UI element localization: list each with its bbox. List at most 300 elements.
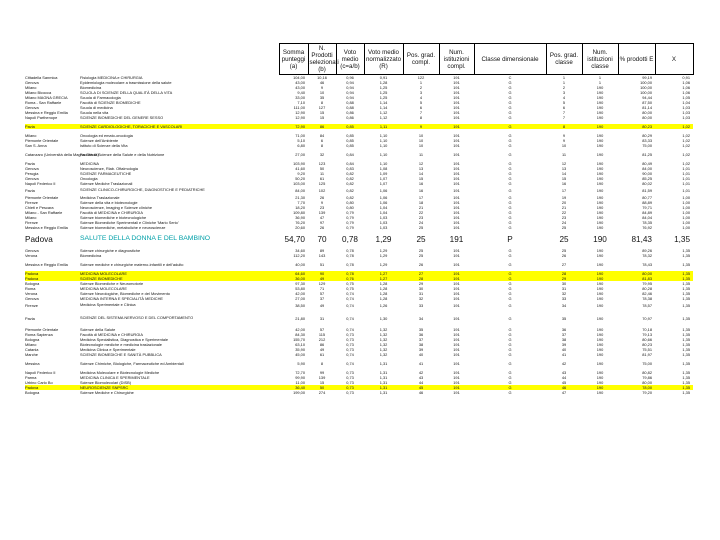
voto-medio-cell: 0,73 — [346, 332, 354, 337]
pos-compl-cell: 24 — [418, 220, 424, 225]
voto-norm-cell: 1,04 — [379, 205, 388, 210]
university-cell: Bologna — [25, 281, 40, 286]
num-compl-cell: 191 — [453, 332, 460, 337]
department-cell: Scienze della Salute — [80, 327, 116, 332]
perc-e-cell: 80,82 — [642, 370, 652, 375]
voto-medio-cell: 0,84 — [346, 152, 354, 157]
pos-classe-cell: 42 — [561, 361, 567, 366]
pos-classe-cell: 19 — [561, 195, 567, 200]
classe-cell: G — [508, 303, 512, 308]
num-classe-cell: 190 — [596, 248, 604, 253]
classe-cell: G — [508, 90, 512, 95]
somma-cell: 42,00 — [295, 327, 305, 332]
perc-e-cell: 89,26 — [642, 248, 652, 253]
pos-compl-cell: 27 — [403, 271, 439, 276]
voto-medio-cell: 0,79 — [346, 220, 354, 225]
header-row — [25, 44, 693, 75]
pos-classe-cell: 41 — [561, 352, 567, 357]
pos-compl-cell: 43 — [418, 375, 424, 380]
pos-classe-cell: 7 — [562, 110, 566, 115]
header-voto-normalizzato: Voto medio normalizzato (R) — [364, 44, 403, 75]
voto-medio-cell: 0,73 — [346, 347, 354, 352]
num-compl-cell: 191 — [453, 171, 460, 176]
classe-cell: G — [508, 115, 512, 120]
university-cell: Messina — [25, 361, 40, 366]
department-cell: Neuroscienze, Riab. Oftalmologia — [80, 166, 138, 171]
num-classe-cell: 190 — [596, 316, 604, 321]
pos-classe-cell: 1 — [562, 75, 566, 80]
somma-cell: 7,70 — [297, 200, 305, 205]
table-row — [25, 186, 693, 195]
perc-e-cell: 75,00 — [642, 361, 652, 366]
num-compl-cell: 191 — [453, 361, 460, 366]
voto-norm-cell: 1,07 — [379, 181, 388, 186]
somma-cell: 11,00 — [295, 380, 305, 385]
classe-cell: G — [508, 332, 512, 337]
voto-norm-cell: 1,28 — [379, 281, 388, 286]
prodotti-cell: 102 — [318, 188, 326, 193]
somma-cell: 18,20 — [295, 205, 305, 210]
university-cell: Urbino Carlo Bo — [25, 380, 53, 385]
department-cell: Scienze mediche e chirurgiche materno-infantili e dell'adulto — [80, 262, 184, 267]
voto-medio-cell: 0,73 — [346, 342, 354, 347]
pos-compl-cell: 41 — [418, 361, 424, 366]
num-classe-cell: 190 — [596, 291, 604, 296]
x-cell: 1,06 — [682, 85, 690, 90]
university-cell: Messina e Reggio Emilia — [25, 110, 68, 115]
x-cell: 0,91 — [682, 75, 690, 80]
table-body — [25, 75, 693, 396]
classe-cell: G — [474, 385, 546, 390]
voto-medio-cell: 0,73 — [346, 370, 354, 375]
pos-classe-cell: 15 — [561, 176, 567, 181]
voto-medio-cell: 0,79 — [346, 215, 354, 220]
voto-medio-cell: 0,96 — [346, 75, 354, 80]
num-compl-cell: 191 — [453, 291, 460, 296]
num-compl-cell: 191 — [453, 342, 460, 347]
department-cell: Medicina Sperimentale e Clinica — [80, 302, 136, 308]
num-classe-cell: 190 — [596, 390, 604, 395]
num-compl-cell: 191 — [453, 248, 460, 253]
x-cell: 1,35 — [682, 370, 690, 375]
voto-medio-cell: 0,86 — [346, 110, 354, 115]
perc-e-cell: 84,04 — [642, 215, 652, 220]
x-cell: 1,35 — [655, 276, 693, 281]
classe-cell: G — [508, 337, 512, 342]
classe-cell: G — [474, 276, 546, 281]
voto-medio-cell: 0,74 — [346, 361, 354, 366]
voto-medio-cell: 0,85 — [346, 143, 354, 148]
num-compl-cell: 191 — [439, 276, 474, 281]
prodotti-cell: 26 — [319, 195, 325, 200]
voto-norm-cell: 1,31 — [379, 370, 388, 375]
somma-cell: 53,80 — [295, 286, 305, 291]
pos-classe-cell: 27 — [561, 262, 567, 267]
university-cell: Genova — [25, 105, 39, 110]
classe-cell: G — [508, 85, 512, 90]
voto-norm-cell: 1,25 — [379, 95, 388, 100]
somma-cell: 99,90 — [295, 375, 305, 380]
classe-cell: G — [508, 105, 512, 110]
perc-e-cell: 82,46 — [642, 291, 652, 296]
department-cell: Scienze Mediche e Chirurgiche — [80, 390, 134, 395]
voto-norm-cell: 1,14 — [379, 105, 388, 110]
perc-e-cell: 79,71 — [642, 205, 652, 210]
num-compl-cell: 191 — [453, 253, 460, 258]
department-cell: Facoltà di Scienze della Salute e della Nutrizione — [80, 152, 165, 157]
voto-medio-cell: 0,94 — [346, 80, 354, 85]
classe-cell: G — [508, 181, 512, 186]
university-cell: Piemonte Orientale — [25, 195, 59, 200]
prodotti-cell: 57 — [319, 291, 325, 296]
classe-cell: G — [508, 215, 512, 220]
classe-cell: G — [508, 200, 512, 205]
voto-medio-cell: 0,94 — [346, 85, 354, 90]
voto-norm-cell: 1,12 — [379, 115, 388, 120]
perc-e-cell: 87,50 — [642, 100, 652, 105]
department-cell: Neuroscienze, Imaging e Scienze cliniche — [80, 205, 153, 210]
somma-cell: 36,90 — [295, 215, 305, 220]
perc-e-cell: 70,97 — [642, 316, 652, 321]
num-compl-cell: 191 — [453, 296, 460, 301]
department-cell: Scuola nella vita — [80, 110, 109, 115]
x-cell: 1,00 — [682, 215, 690, 220]
classe-cell: G — [508, 95, 512, 100]
voto-norm-cell: 1,27 — [364, 271, 403, 276]
x-cell: 1,35 — [655, 385, 693, 390]
voto-norm-cell: 1,31 — [364, 385, 403, 390]
somma-cell: 199,00 — [293, 390, 305, 395]
classe-cell: G — [508, 361, 512, 366]
x-cell: 1,02 — [682, 152, 690, 157]
somma-cell: 64,60 — [279, 271, 308, 276]
pos-classe-cell: 25 — [559, 234, 569, 244]
pos-classe-cell: 20 — [561, 200, 567, 205]
voto-medio-cell: 0,94 — [346, 95, 354, 100]
num-compl-cell: 191 — [453, 370, 460, 375]
perc-e-cell: 80,23 — [618, 124, 655, 129]
voto-norm-cell: 1,10 — [379, 152, 388, 157]
voto-norm-cell: 1,32 — [379, 327, 388, 332]
voto-norm-cell: 1,29 — [379, 262, 388, 267]
voto-medio-cell: 0,73 — [346, 390, 354, 395]
x-cell: 1,35 — [682, 332, 690, 337]
pos-classe-cell: 21 — [561, 205, 567, 210]
classe-cell: G — [508, 100, 512, 105]
num-compl-cell: 191 — [449, 234, 464, 244]
x-cell: 1,35 — [682, 316, 690, 321]
voto-norm-cell: 1,32 — [379, 352, 388, 357]
x-cell: 1,35 — [682, 352, 690, 357]
perc-e-cell: 80,29 — [642, 133, 652, 138]
pos-compl-cell: 23 — [418, 215, 424, 220]
prodotti-cell: 31 — [319, 316, 325, 321]
pos-classe-cell: 10 — [561, 143, 567, 148]
x-cell: 1,02 — [655, 124, 693, 129]
pos-classe-cell: 34 — [561, 303, 567, 308]
x-cell: 1,02 — [682, 138, 690, 143]
x-cell: 1,00 — [682, 200, 690, 205]
table-row — [25, 314, 693, 323]
pos-compl-cell: 25 — [418, 225, 424, 230]
university-cell: San S. Anna — [25, 143, 47, 148]
department-cell: Istituto di Scienze della Vita — [80, 143, 128, 148]
voto-norm-cell: 1,32 — [379, 337, 388, 342]
header-somma-punteggi: Somma punteggi (a) — [279, 44, 308, 75]
num-classe-cell: 190 — [596, 225, 604, 230]
voto-medio-cell: 0,82 — [346, 181, 354, 186]
voto-medio-cell: 0,74 — [346, 291, 354, 296]
prodotti-cell: 15 — [319, 110, 325, 115]
voto-norm-cell: 1,31 — [379, 390, 388, 395]
pos-classe-cell: 17 — [561, 188, 567, 193]
department-cell: Oncologia — [80, 176, 98, 181]
classe-cell: G — [508, 220, 512, 225]
pos-compl-cell: 32 — [418, 296, 424, 301]
header-classe-dimensionale: Classe dimensionale — [474, 44, 546, 75]
somma-cell: 54,70 — [284, 234, 305, 244]
num-classe-cell: 190 — [596, 220, 604, 225]
classe-cell: G — [508, 210, 512, 215]
university-cell: Firenze — [25, 200, 38, 205]
prodotti-cell: 8 — [320, 143, 324, 148]
num-compl-cell: 191 — [453, 220, 460, 225]
prodotti-cell: 8 — [320, 361, 324, 366]
university-cell: Milano — [25, 133, 37, 138]
voto-norm-cell: 1,11 — [364, 124, 403, 129]
classe-cell: G — [474, 271, 546, 276]
pos-classe-cell: 32 — [561, 291, 567, 296]
x-cell: 1,00 — [682, 205, 690, 210]
voto-norm-cell: 1,03 — [379, 225, 388, 230]
pos-compl-cell: 39 — [418, 347, 424, 352]
somma-cell: 21,80 — [295, 316, 305, 321]
voto-medio-cell: 0,88 — [346, 100, 354, 105]
department-cell: SCIENZE CARDIOLOGICHE, TORACICHE E VASCOLARI — [79, 124, 279, 129]
num-compl-cell: 191 — [453, 286, 460, 291]
department-cell: Scienze Biomediche Sperimentali e Cliniche 'Mario Serio' — [80, 220, 179, 225]
voto-norm-cell: 1,10 — [379, 133, 388, 138]
prodotti-cell: 23 — [319, 205, 325, 210]
num-classe-cell: 190 — [596, 262, 604, 267]
num-classe-cell: 190 — [596, 138, 604, 143]
pos-classe-cell: 25 — [561, 225, 567, 230]
num-compl-cell: 191 — [453, 281, 460, 286]
somma-cell: 21,30 — [295, 195, 305, 200]
prodotti-cell: 35 — [319, 95, 325, 100]
num-classe-cell: 190 — [596, 195, 604, 200]
university-cell: Genova — [25, 166, 39, 171]
perc-e-cell: 75,51 — [642, 347, 652, 352]
x-cell: 1,00 — [682, 210, 690, 215]
pos-classe-cell: 44 — [561, 375, 567, 380]
pos-classe-cell: 1 — [562, 80, 566, 85]
perc-e-cell: 100,00 — [640, 80, 652, 85]
department-cell: Fisiologia MEDICINA e CHIRURGIA — [80, 74, 143, 80]
pos-classe-cell: 8 — [546, 124, 582, 129]
num-compl-cell: 191 — [453, 195, 460, 200]
num-compl-cell: 191 — [453, 188, 460, 193]
classe-cell: G — [508, 347, 512, 352]
classe-cell: G — [508, 152, 512, 157]
voto-norm-cell: 1,32 — [379, 347, 388, 352]
somma-cell: 71,00 — [295, 133, 305, 138]
perc-e-cell: 99,19 — [642, 75, 652, 80]
department-cell: MEDICINA CLINICA E SPERIMENTALE — [80, 375, 150, 380]
pos-classe-cell: 12 — [561, 161, 567, 166]
voto-medio-cell: 0,75 — [346, 281, 354, 286]
voto-medio-cell: 0,74 — [346, 303, 354, 308]
ranking-table — [25, 43, 694, 395]
perc-e-cell: 81,25 — [642, 152, 652, 157]
department-cell: Scienze Mediche Traslazionali — [80, 181, 133, 186]
classe-cell: G — [508, 253, 512, 258]
classe-cell: G — [508, 110, 512, 115]
somma-cell: 50,20 — [295, 176, 305, 181]
prodotti-cell: 8 — [320, 100, 324, 105]
department-cell: SCIENZE BIOMEDICHE E SANITÀ PUBBLICA — [80, 352, 162, 357]
department-cell: SCIENZE BIOMEDICHE DEL GENERE SESSO — [80, 115, 164, 120]
header-pos-grad-compl: Pos. grad. compl. — [403, 44, 439, 75]
department-cell: Medicina Clinica e Sperimentale — [80, 347, 136, 352]
pos-classe-cell: 28 — [546, 271, 582, 276]
voto-norm-cell: 1,29 — [375, 234, 392, 244]
prodotti-cell: 71 — [319, 286, 325, 291]
voto-norm-cell: 1,25 — [379, 85, 388, 90]
department-cell: Scienze Biomediche e Neuromotorie — [80, 281, 144, 286]
prodotti-cell: 143 — [318, 253, 326, 258]
university-cell: Messina e Reggio Emilia — [25, 225, 68, 230]
x-cell: 1,01 — [682, 176, 690, 181]
university-cell: Pavia — [25, 316, 35, 321]
voto-medio-cell: 0,78 — [346, 253, 354, 258]
num-classe-cell: 190 — [596, 380, 604, 385]
num-classe-cell: 190 — [596, 181, 604, 186]
classe-cell: G — [508, 166, 512, 171]
x-cell: 1,03 — [682, 115, 690, 120]
num-classe-cell: 190 — [596, 171, 604, 176]
classe-cell: G — [508, 248, 512, 253]
pos-compl-cell: 13 — [418, 166, 424, 171]
num-classe-cell: 190 — [596, 375, 604, 380]
university-cell: Milano - San Raffaele — [25, 210, 63, 215]
somma-cell: 27,00 — [295, 296, 305, 301]
somma-cell: 41,60 — [295, 166, 305, 171]
num-compl-cell: 191 — [453, 95, 460, 100]
department-cell: Scienze Chimiche, Biologiche, Farmaceutiche ed Ambientali — [80, 361, 184, 366]
pos-compl-cell: 38 — [418, 342, 424, 347]
x-cell: 1,00 — [682, 220, 690, 225]
x-cell: 1,02 — [682, 143, 690, 148]
x-cell: 1,35 — [682, 337, 690, 342]
department-cell: SCIENZE CLINICO-CHIRURGICHE, DIAGNOSTICHE E PEDIATRICHE — [80, 187, 205, 193]
num-compl-cell: 191 — [453, 390, 460, 395]
pos-compl-cell: 11 — [418, 152, 424, 157]
university-cell: Catania — [25, 347, 39, 352]
num-classe-cell: 190 — [596, 281, 604, 286]
prodotti-cell: 49 — [319, 303, 325, 308]
perc-e-cell: 85,25 — [642, 176, 652, 181]
somma-cell: 155,70 — [293, 337, 305, 342]
num-classe-cell: 190 — [582, 124, 618, 129]
prodotti-cell: 274 — [318, 390, 326, 395]
prodotti-cell: 61 — [319, 352, 325, 357]
pos-compl-cell: 12 — [418, 161, 424, 166]
department-cell: Epidemiologia molecolare a trasmissione della salute — [80, 80, 172, 85]
classe-cell: G — [508, 390, 512, 395]
voto-norm-cell: 1,28 — [379, 80, 388, 85]
prodotti-cell: 139 — [318, 210, 326, 215]
num-classe-cell: 190 — [596, 166, 604, 171]
num-compl-cell: 191 — [453, 262, 460, 267]
num-compl-cell: 191 — [453, 100, 460, 105]
num-compl-cell: 191 — [453, 75, 460, 80]
voto-norm-cell: 1,31 — [379, 361, 388, 366]
voto-norm-cell: 1,27 — [364, 276, 403, 281]
pos-compl-cell: 44 — [418, 380, 424, 385]
classe-cell: G — [508, 262, 512, 267]
classe-cell: G — [508, 205, 512, 210]
university-cell: Pavia — [25, 161, 35, 166]
university-cell: Piemonte Orientale — [25, 138, 59, 143]
classe-cell: G — [508, 133, 512, 138]
department-cell: MEDICINA MOLECOLARE — [79, 271, 279, 276]
pos-classe-cell: 45 — [561, 380, 567, 385]
department-cell: Scienze della vita e biotecnologie — [80, 200, 138, 205]
num-classe-cell: 190 — [593, 234, 607, 244]
perc-e-cell: 78,00 — [618, 385, 655, 390]
department-cell: MEDICINA — [80, 161, 100, 166]
perc-e-cell: 83,33 — [642, 138, 652, 143]
num-compl-cell: 191 — [453, 375, 460, 380]
university-cell: Messina e Reggio Emilia — [25, 262, 68, 267]
num-compl-cell: 191 — [453, 327, 460, 332]
table-row — [25, 390, 693, 395]
num-compl-cell: 191 — [453, 380, 460, 385]
university-cell: Milano — [25, 85, 37, 90]
num-classe-cell: 190 — [596, 176, 604, 181]
num-classe-cell: 190 — [596, 110, 604, 115]
voto-medio-cell: 0,78 — [346, 248, 354, 253]
department-cell: Biomedicina — [80, 253, 102, 258]
num-classe-cell: 190 — [582, 385, 618, 390]
classe-cell: C — [508, 75, 512, 80]
perc-e-cell: 79,86 — [642, 375, 652, 380]
prodotti-cell: 97 — [319, 220, 325, 225]
x-cell: 1,35 — [682, 303, 690, 308]
num-compl-cell: 191 — [453, 303, 460, 308]
university-cell: Genova — [25, 176, 39, 181]
perc-e-cell: 78,38 — [642, 296, 652, 301]
num-compl-cell: 191 — [453, 105, 460, 110]
perc-e-cell: 80,49 — [642, 161, 652, 166]
perc-e-cell: 70,18 — [642, 327, 652, 332]
voto-norm-cell: 1,32 — [379, 342, 388, 347]
num-compl-cell: 191 — [453, 166, 460, 171]
classe-cell: G — [508, 380, 512, 385]
x-cell: 1,05 — [682, 95, 690, 100]
num-compl-cell: 191 — [453, 133, 460, 138]
classe-cell: G — [508, 375, 512, 380]
num-compl-cell: 191 — [453, 138, 460, 143]
voto-medio-cell: 0,82 — [346, 171, 354, 176]
somma-cell: 72,70 — [295, 370, 305, 375]
somma-cell: 33,00 — [295, 95, 305, 100]
somma-cell: 43,00 — [295, 80, 305, 85]
num-compl-cell: 191 — [453, 152, 460, 157]
x-cell: 1,35 — [682, 342, 690, 347]
university-cell: Bologna — [25, 390, 40, 395]
